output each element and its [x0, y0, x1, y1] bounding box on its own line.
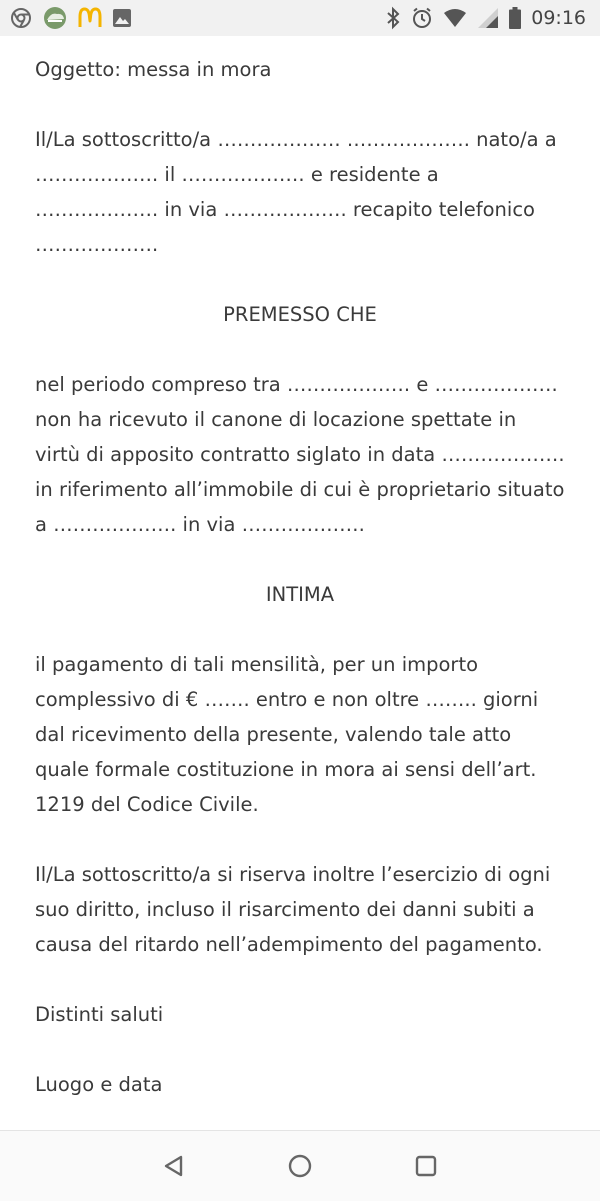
back-icon	[162, 1154, 186, 1178]
clock: 09:16	[531, 7, 586, 29]
battery-icon	[509, 7, 521, 29]
heading-premesso: PREMESSO CHE	[223, 303, 377, 326]
recents-button[interactable]	[408, 1148, 444, 1184]
wifi-icon	[443, 8, 467, 28]
bluetooth-icon	[385, 7, 401, 29]
navigation-bar	[0, 1130, 600, 1201]
cloud-app-icon	[42, 6, 68, 30]
subject-line: Oggetto: messa in mora	[35, 58, 272, 81]
mcdonalds-icon	[78, 8, 102, 28]
system-icons	[385, 7, 600, 29]
reservation-paragraph: Il/La sottoscritto/a si riserva inoltre l’esercizio di ogni suo diritto, incluso il risarcimento dei danni subiti a causa del ritardo nell’adempimento del pagamento.	[35, 863, 551, 956]
heading-intima: INTIMA	[265, 583, 335, 606]
chrome-icon	[10, 7, 32, 29]
home-button[interactable]	[282, 1148, 318, 1184]
alarm-icon	[411, 7, 433, 29]
closing-line: Distinti saluti	[35, 1003, 164, 1026]
notification-icons	[0, 6, 132, 30]
letter-body	[0, 36, 600, 1172]
intro-paragraph: Il/La sottoscritto/a ………………. ………………. nato/a a ………………. il ………………. e residente a ………………. in via ………………. recapito telefonico ……………….	[35, 128, 557, 256]
document-view[interactable]	[0, 36, 600, 1130]
home-icon	[287, 1153, 313, 1179]
gallery-icon	[112, 8, 132, 28]
back-button[interactable]	[156, 1148, 192, 1184]
premise-paragraph: nel periodo compreso tra ………………. e ………………. non ha ricevuto il canone di locazione spettate in virtù di apposito contratto siglato in data ………………. in riferimento all’immobile di cui è proprietario situato a ………………. in via ……………….	[35, 373, 565, 536]
place-date-line: Luogo e data	[35, 1073, 163, 1096]
demand-paragraph: il pagamento di tali mensilità, per un importo complessivo di € ……. entro e non oltre …….. giorni dal ricevimento della presente, valendo tale atto quale formale costituzione in mora ai sensi dell’art. 1219 del Codice Civile.	[35, 653, 539, 816]
signal-icon	[477, 7, 499, 29]
recents-icon	[414, 1154, 438, 1178]
status-bar	[0, 0, 600, 36]
